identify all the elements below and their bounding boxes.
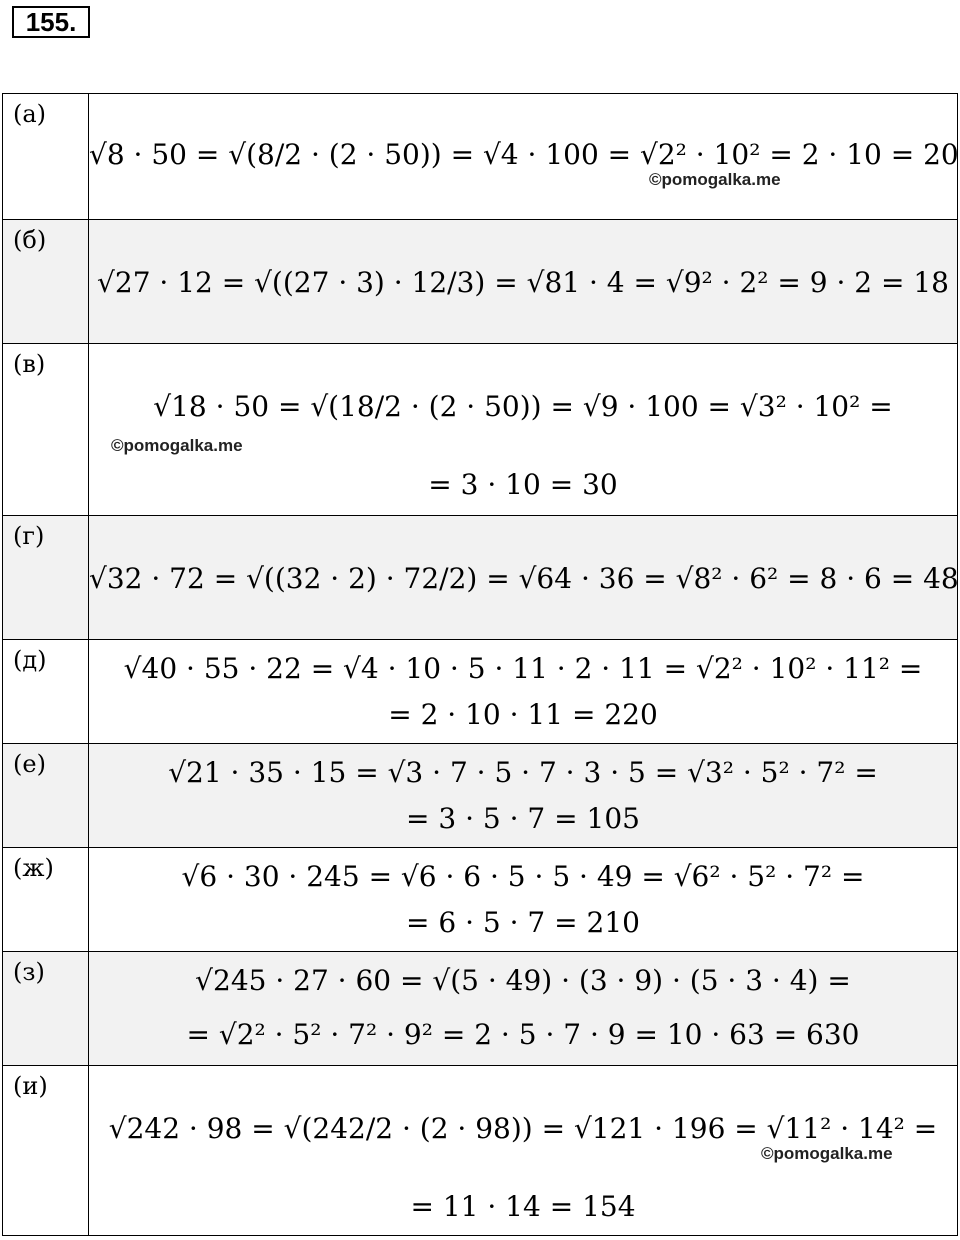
row-zh xyxy=(3,848,958,952)
equation-line: √6 · 30 · 245 = √6 · 6 · 5 · 5 · 49 = √6² · 5² · 7² = xyxy=(181,860,865,893)
equation-cell xyxy=(89,516,958,640)
row-label: (д) xyxy=(3,640,89,744)
equation-cell xyxy=(89,848,958,952)
row-g xyxy=(3,516,958,640)
equation-line: √18 · 50 = √(18/2 · (2 · 50)) = √9 · 100 = √3² · 10² = xyxy=(153,390,893,423)
watermark: ©pomogalka.me xyxy=(111,436,243,455)
row-b xyxy=(3,220,958,344)
equation-line: = √2² · 5² · 7² · 9² = 2 · 5 · 7 · 9 = 10 · 63 = 630 xyxy=(186,1018,860,1051)
equation-cell xyxy=(89,640,958,744)
equation-line: = 6 · 5 · 7 = 210 xyxy=(406,906,640,939)
equation-cell xyxy=(89,744,958,848)
solutions-table xyxy=(2,93,958,1236)
row-label: (е) xyxy=(3,744,89,848)
equation-cell xyxy=(89,220,958,344)
row-label: (ж) xyxy=(3,848,89,952)
row-v xyxy=(3,344,958,516)
equation-line: √27 · 12 = √((27 · 3) · 12/3) = √81 · 4 = √9² · 2² = 9 · 2 = 18 xyxy=(97,266,949,299)
watermark: ©pomogalka.me xyxy=(761,1144,893,1163)
watermark: ©pomogalka.me xyxy=(649,170,781,189)
equation-line: √245 · 27 · 60 = √(5 · 49) · (3 · 9) · (5 · 3 · 4) = xyxy=(195,964,851,997)
equation-cell xyxy=(89,94,958,220)
row-d xyxy=(3,640,958,744)
equation-cell xyxy=(89,344,958,516)
row-label: (г) xyxy=(3,516,89,640)
row-label: (б) xyxy=(3,220,89,344)
equation-line: √21 · 35 · 15 = √3 · 7 · 5 · 7 · 3 · 5 = √3² · 5² · 7² = xyxy=(168,756,878,789)
row-label: (а) xyxy=(3,94,89,220)
equation-line: √32 · 72 = √((32 · 2) · 72/2) = √64 · 36 = √8² · 6² = 8 · 6 = 48 xyxy=(89,562,959,595)
equation-line: = 11 · 14 = 154 xyxy=(410,1190,636,1223)
row-label: (в) xyxy=(3,344,89,516)
equation-cell xyxy=(89,1066,958,1236)
row-z xyxy=(3,952,958,1066)
problem-number: 155. xyxy=(12,6,90,38)
row-label: (и) xyxy=(3,1066,89,1236)
equation-line: √40 · 55 · 22 = √4 · 10 · 5 · 11 · 2 · 11 = √2² · 10² · 11² = xyxy=(123,652,923,685)
equation-cell xyxy=(89,952,958,1066)
row-i xyxy=(3,1066,958,1236)
equation-line: √8 · 50 = √(8/2 · (2 · 50)) = √4 · 100 = √2² · 10² = 2 · 10 = 20 xyxy=(89,138,959,171)
equation-line: = 3 · 5 · 7 = 105 xyxy=(406,802,640,835)
equation-line: √242 · 98 = √(242/2 · (2 · 98)) = √121 · 196 = √11² · 14² = xyxy=(108,1112,938,1145)
row-label: (з) xyxy=(3,952,89,1066)
row-e xyxy=(3,744,958,848)
equation-line: = 2 · 10 · 11 = 220 xyxy=(388,698,658,731)
row-a xyxy=(3,94,958,220)
equation-line: = 3 · 10 = 30 xyxy=(428,468,618,501)
